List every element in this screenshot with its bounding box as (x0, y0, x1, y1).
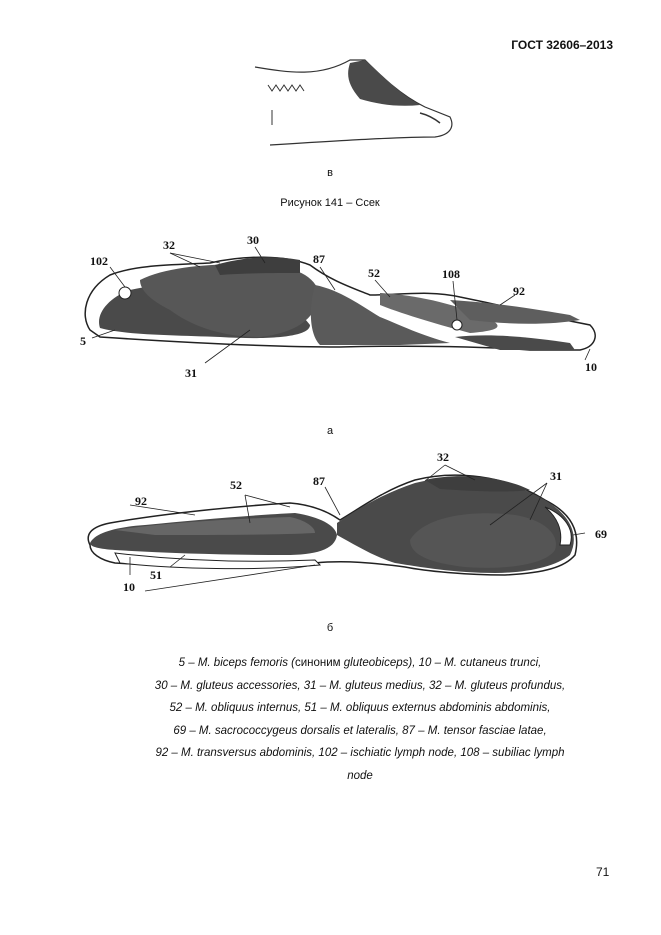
label-108: 108 (442, 267, 460, 281)
legend-line-2: 30 – M. gluteus accessories, 31 – M. gluteus medius, 32 – M. gluteus profundus, (154, 679, 566, 692)
muscle-diagram-b (75, 445, 625, 605)
label-87: 87 (313, 474, 325, 488)
muscle-diagram-a (70, 225, 620, 385)
document-standard-header: ГОСТ 32606–2013 (511, 38, 613, 52)
panel-label-a: а (326, 425, 334, 437)
label-87: 87 (313, 252, 325, 266)
label-51: 51 (150, 568, 162, 582)
label-31: 31 (185, 366, 197, 380)
legend-line-1: 5 – M. biceps femoris (синоним gluteobiceps), 10 – M. cutaneus trunci, (178, 657, 542, 669)
label-102: 102 (90, 254, 108, 268)
label-32: 32 (163, 238, 175, 252)
legend-line-5: 92 – M. transversus abdominis, 102 – ischiatic lymph node, 108 – subiliac lymph (155, 747, 565, 759)
label-92: 92 (135, 494, 147, 508)
label-31: 31 (550, 469, 562, 483)
label-30: 30 (247, 233, 259, 247)
label-32: 32 (437, 450, 449, 464)
panel-label-top: в (327, 167, 333, 179)
label-92: 92 (513, 284, 525, 298)
label-10: 10 (585, 360, 597, 374)
panel-label-b: б (326, 622, 334, 634)
legend-line-4: 69 – M. sacrococcygeus dorsalis et lateralis, 87 – M. tensor fasciae latae, (173, 724, 547, 737)
top-skeleton-illustration (250, 55, 460, 150)
legend-line-6: node (347, 769, 373, 782)
label-52: 52 (230, 478, 242, 492)
page-number: 71 (596, 865, 610, 879)
label-69: 69 (595, 527, 607, 541)
figure-caption: Рисунок 141 – Ссек (280, 197, 380, 209)
label-52: 52 (368, 266, 380, 280)
label-10: 10 (123, 580, 135, 594)
figure-legend (80, 652, 640, 787)
legend-line-3: 52 – M. obliquus internus, 51 – M. obliquus externus abdominis abdominis, (169, 702, 551, 714)
label-5: 5 (80, 334, 86, 348)
